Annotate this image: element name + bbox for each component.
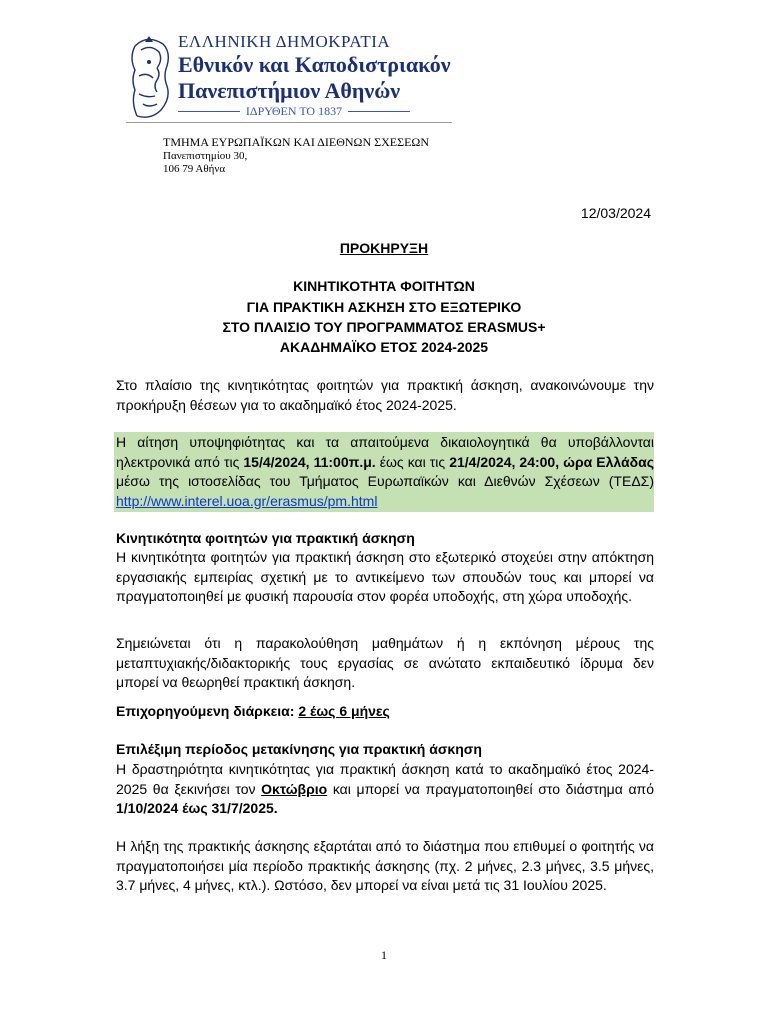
period-text-b: και μπορεί να πραγματοποιηθεί στο διάστημα από bbox=[327, 780, 654, 797]
application-start-date: 15/4/2024, 11:00π.μ. bbox=[243, 453, 376, 470]
republic-label: ΕΛΛΗΝΙΚΗ ΔΗΜΟΚΡΑΤΙΑ bbox=[178, 32, 391, 51]
document-date: 12/03/2024 bbox=[580, 205, 651, 221]
period-paragraph bbox=[116, 760, 654, 819]
end-paragraph: Η λήξη της πρακτικής άσκησης εξαρτάται από το διάστημα που επιθυμεί ο φοιτητής να πραγματοποιήσει μία περίοδο πρακτικής άσκησης (πχ. 2 μήνες, 2.3 μήνες, 3.5 μήνες, 3.7 μήνες, 4 μήνες, κτλ.). Ωστόσο, δεν μπορεί να είναι μετά τις 31 Ιουλίου 2025. bbox=[116, 838, 654, 893]
period-heading: Επιλέξιμη περίοδος μετακίνησης για πρακτική άσκηση bbox=[116, 741, 482, 757]
founded-label bbox=[178, 104, 410, 119]
duration-line bbox=[116, 703, 390, 719]
university-name-line2: Πανεπιστήμιον Αθηνών bbox=[178, 78, 401, 103]
title-line-2: ΓΙΑ ΠΡΑΚΤΙΚΗ ΑΣΚΗΣΗ ΣΤΟ ΕΞΩΤΕΡΙΚΟ bbox=[246, 299, 522, 315]
founded-text: ΙΔΡΥΘΕΝ ΤΟ 1837 bbox=[245, 104, 343, 118]
period-range: 1/10/2024 έως 31/7/2025. bbox=[116, 800, 278, 816]
founded-left-rule bbox=[178, 111, 240, 112]
duration-value: 2 έως 6 μήνες bbox=[298, 703, 390, 719]
athena-head-icon bbox=[127, 36, 173, 120]
duration-label: Επιχορηγούμενη διάρκεια: bbox=[116, 703, 299, 719]
title-line-3: ΣΤΟ ΠΛΑΙΣΙΟ ΤΟΥ ΠΡΟΓΡΑΜΜΑΤΟΣ ERASMUS+ bbox=[222, 319, 546, 335]
application-text-b: έως και τις bbox=[375, 453, 450, 470]
announcement-heading bbox=[116, 240, 652, 256]
mobility-heading: Κινητικότητα φοιτητών για πρακτική άσκηση bbox=[116, 530, 415, 546]
founded-right-rule bbox=[348, 111, 410, 112]
application-link[interactable]: http://www.interel.uoa.gr/erasmus/pm.html bbox=[116, 492, 378, 509]
announcement-text: ΠΡΟΚΗΡΥΞΗ bbox=[339, 240, 429, 256]
mobility-paragraph-1: Η κινητικότητα φοιτητών για πρακτική άσκηση στο εξωτερικό στοχεύει στην απόκτηση εργασιακής εμπειρίας σχετική με το αντικείμενο των σπουδών τους και μπορεί να πραγματοποιηθεί με φυσική παρουσία στον φορέα υποδοχής, στη χώρα υποδοχής. bbox=[116, 549, 654, 604]
title-line-1: ΚΙΝΗΤΙΚΟΤΗΤΑ ΦΟΙΤΗΤΩΝ bbox=[293, 278, 475, 294]
department-name: ΤΜΗΜΑ ΕΥΡΩΠΑΪΚΩΝ ΚΑΙ ΔΙΕΘΝΩΝ ΣΧΕΣΕΩΝ bbox=[163, 135, 430, 149]
department-address-line1: Πανεπιστημίου 30, bbox=[163, 150, 248, 162]
page-number: 1 bbox=[381, 948, 387, 962]
mobility-paragraph-2: Σημειώνεται ότι η παρακολούθηση μαθημάτων ή η εκπόνηση μέρους της μεταπτυχιακής/διδακτορικής τους εργασίας σε ανώτατο εκπαιδευτικό ίδρυμα δεν μπορεί να θεωρηθεί πρακτική άσκηση. bbox=[116, 635, 654, 690]
period-text-a: Η δραστηριότητα κινητικότητας για πρακτική άσκηση κατά το ακαδημαϊκό έτος 2024-2025 θα ξεκινήσει τον bbox=[116, 761, 654, 797]
application-text-a: Η αίτηση υποψηφιότητας και τα απαιτούμενα δικαιολογητικά θα υποβάλλονται ηλεκτρονικά από τις bbox=[116, 434, 654, 470]
department-address-line2: 106 79 Αθήνα bbox=[163, 163, 226, 175]
header-divider bbox=[126, 122, 452, 123]
application-paragraph bbox=[116, 433, 654, 511]
title-line-4: ΑΚΑΔΗΜΑΪΚΟ ΕΤΟΣ 2024-2025 bbox=[279, 339, 489, 355]
period-month: Οκτώβριο bbox=[261, 780, 328, 797]
university-name-line1: Εθνικόν και Καποδιστριακόν bbox=[178, 52, 451, 77]
application-end-date: 21/4/2024, 24:00, ώρα Ελλάδας bbox=[449, 453, 654, 470]
intro-paragraph: Στο πλαίσιο της κινητικότητας φοιτητών για πρακτική άσκηση, ανακοινώνουμε την προκήρυξη θέσεων για το ακαδημαϊκό έτος 2024-2025. bbox=[116, 377, 654, 413]
application-text-c: μέσω της ιστοσελίδας του Τμήματος Ευρωπαϊκών και Διεθνών Σχέσεων (ΤΕΔΣ) bbox=[116, 473, 654, 489]
